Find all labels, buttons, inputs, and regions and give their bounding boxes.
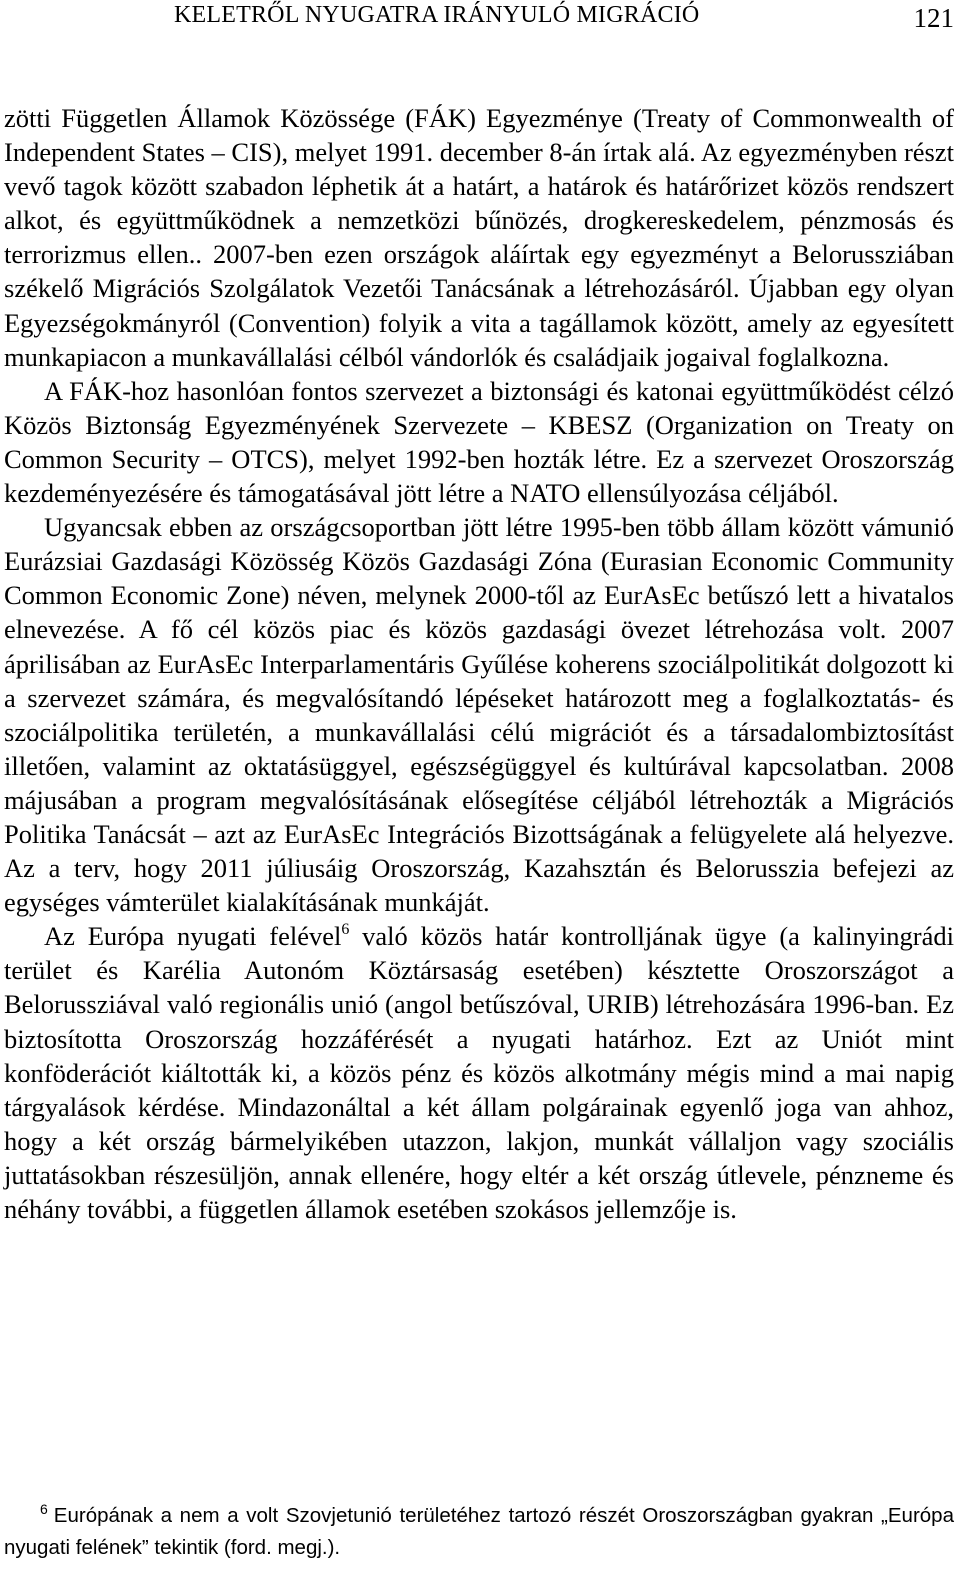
paragraph-urib [4, 919, 954, 1226]
running-title: KELETRŐL NYUGATRA IRÁNYULÓ MIGRÁCIÓ [174, 2, 700, 28]
page-number: 121 [913, 3, 954, 33]
footnotes [4, 1500, 954, 1564]
running-header [4, 0, 956, 40]
paragraph-urib-rest: való közös határ kontrolljának ügye (a kalinyingrádi terület és Karélia Autonóm Köztársaság esetében) késztette Oroszországot a Belorussziával való regionális unió (angol betűszóval, URIB) létrehozására 1996-ban. Ez biztosította Oroszország hozzáférését a nyugati határhoz. Ezt az Uniót mint konföderációt kiáltották ki, a közös pénz és közös alkotmány mégis mind a mai napig tárgyalások kérdése. Mindazonáltal a két állam polgárainak egyenlő joga van ahhoz, hogy a két ország bármelyikében utazzon, lakjon, munkát vállaljon vagy szociális juttatásokban részesüljön, annak ellenére, hogy eltér a két ország útlevele, pénzneme és néhány további, a független államok esetében szokásos jellemzője is. [4, 921, 955, 1224]
paragraph-urib-start: Az Európa nyugati felével [44, 921, 342, 952]
paragraph-kbesz: A FÁK-hoz hasonlóan fontos szervezet a biztonsági és katonai együttműködést célzó Közös Biztonság Egyezményének Szervezete – KBESZ (Organization on Treaty on Common Security – OTCS), melyet 1992-ben hozták létre. Ez a szervezet Oroszország kezdeményezésére és támogatásával jött létre a NATO ellensúlyozása céljából. [4, 375, 954, 509]
footnote-reference[interactable]: 6 [341, 921, 350, 939]
footnote-mark: 6 [40, 1501, 48, 1517]
paragraph-fak-treaty: zötti Független Államok Közössége (FÁK) Egyezménye (Treaty of Commonwealth of Independent States – CIS), melyet 1991. december 8-án írtak alá. Az egyezményben részt vevő tagok között szabadon léphetik át a határt, a határok és határőrizet közös rendszert alkot, és együttműködnek a nemzetközi bűnözés, drogkereskedelem, pénzmosás és terrorizmus ellen.. 2007-ben ezen országok aláírtak egy egyezményt a Belorussziában székelő Migrációs Szolgálatok Vezetői Tanácsának a létrehozásáról. Újabban egy olyan Egyezségokmányról (Convention) folyik a vita a tagállamok között, amely az egyesített munkapiacon a munkavállalási célból vándorlók és családjaik jogaival foglalkozna. [4, 103, 954, 372]
footnote-6 [4, 1500, 954, 1564]
paragraph-eurasec: Ugyancsak ebben az országcsoportban jött létre 1995-ben több állam között vámunió Eurázsiai Gazdasági Közösség Közös Gazdasági Zóna (Eurasian Economic Community Common Economic Zone) néven, melynek 2000-től az EurAsEc betűszó lett a hivatalos elnevezése. A fő cél közös piac és közös gazdasági övezet létrehozása volt. 2007 áprilisában az EurAsEc Interparlamentáris Gyűlése koherens szociálpolitikát dolgozott ki a szervezet számára, és megvalósítandó lépéseket határozott meg a foglalkoztatás- és szociálpolitika területén, a munkavállalási célú migrációt és a társadalombiztosítást illetően, valamint az oktatásüggyel, egészségüggyel és kultúrával kapcsolatban. 2008 májusában a program megvalósításának elősegítése céljából létrehozták a Migrációs Politika Tanácsát – azt az EurAsEc Integrációs Bizottságának a felügyelete alá helyezve. Az a terv, hogy 2011 júliusáig Oroszország, Kazahsztán és Belorusszia befejezi az egységes vámterület kialakításának munkáját. [4, 512, 954, 918]
footnote-text: Európának a nem a volt Szovjetunió területéhez tartozó részét Oroszországban gyakran „Európa nyugati felének” tekintik (ford. megj.). [4, 1504, 954, 1559]
body-text [4, 101, 954, 1226]
